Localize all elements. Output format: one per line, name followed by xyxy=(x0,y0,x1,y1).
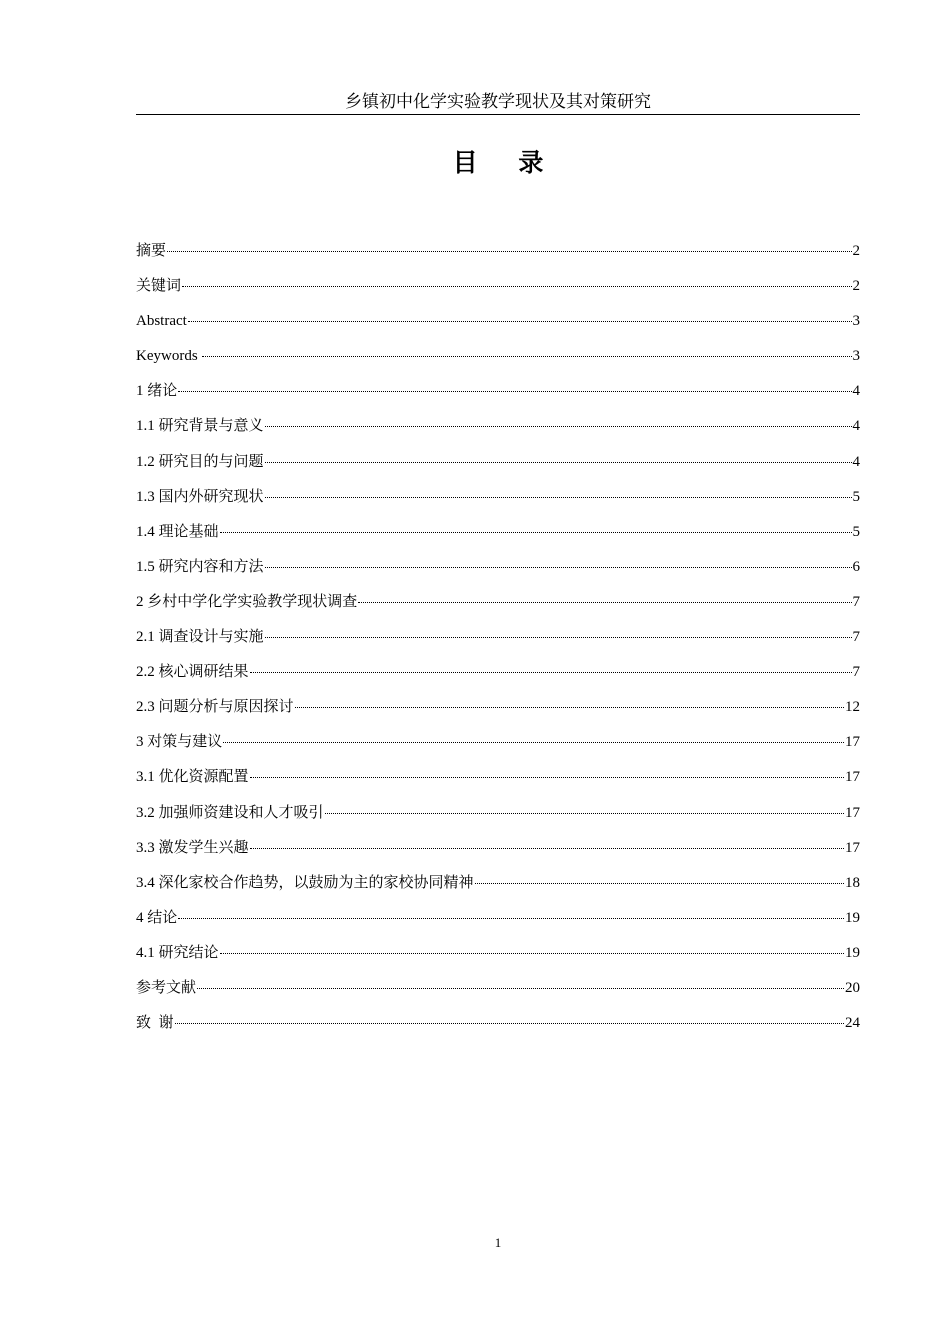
toc-entry[interactable] xyxy=(136,939,860,974)
toc-entry-label: 1.1 研究背景与意义 xyxy=(136,418,264,435)
toc-dot-leader xyxy=(220,518,852,536)
toc-entry-label: 4.1 研究结论 xyxy=(136,944,219,961)
toc-entry-page: 20 xyxy=(845,979,860,996)
toc-entry[interactable] xyxy=(136,483,860,518)
toc-dot-leader xyxy=(167,237,851,255)
toc-entry-page: 3 xyxy=(852,313,860,330)
toc-entry-label: Abstract xyxy=(136,313,187,330)
toc-dot-leader xyxy=(475,869,844,887)
toc-entry-page: 17 xyxy=(845,769,860,786)
toc-dot-leader xyxy=(250,658,852,676)
toc-entry-label: 摘要 xyxy=(136,243,167,259)
toc-dot-leader xyxy=(175,1009,844,1027)
toc-entry[interactable] xyxy=(136,237,860,272)
toc-entry[interactable] xyxy=(136,518,860,553)
toc-entry[interactable] xyxy=(136,728,860,763)
toc-dot-leader xyxy=(223,728,844,746)
toc-entry-label: 3 对策与建议 xyxy=(136,734,223,751)
toc-entry-label: 2.1 调查设计与实施 xyxy=(136,629,264,646)
toc-entry-page: 5 xyxy=(852,523,860,540)
header-divider xyxy=(136,114,860,115)
toc-entry-label: 1 绪论 xyxy=(136,383,178,400)
toc-dot-leader xyxy=(265,483,852,501)
toc-entry-label: 1.5 研究内容和方法 xyxy=(136,558,264,575)
toc-dot-leader xyxy=(295,693,844,711)
toc-dot-leader xyxy=(197,974,844,992)
toc-entry[interactable] xyxy=(136,763,860,798)
toc-entry-page: 2 xyxy=(852,278,860,295)
toc-entry-page: 12 xyxy=(845,699,860,716)
toc-entry[interactable] xyxy=(136,869,860,904)
toc-entry-page: 7 xyxy=(852,593,860,610)
toc-entry-label: 3.3 激发学生兴趣 xyxy=(136,839,249,856)
toc-entry[interactable] xyxy=(136,412,860,447)
toc-entry-page: 18 xyxy=(845,874,860,891)
toc-entry[interactable] xyxy=(136,553,860,588)
toc-entry-label: 4 结论 xyxy=(136,909,178,926)
toc-entry-page: 19 xyxy=(845,944,860,961)
toc-entry[interactable] xyxy=(136,658,860,693)
toc-entry-page: 24 xyxy=(845,1015,860,1032)
page-number: 1 xyxy=(494,1235,502,1250)
toc-dot-leader xyxy=(358,588,851,606)
toc-dot-leader xyxy=(265,623,852,641)
toc-entry-label: 2 乡村中学化学实验教学现状调查 xyxy=(136,593,358,610)
toc-entry-label: 2.3 问题分析与原因探讨 xyxy=(136,699,294,716)
toc-dot-leader xyxy=(265,448,852,466)
toc-entry-page: 7 xyxy=(852,664,860,681)
toc-entry-page: 6 xyxy=(852,558,860,575)
toc-entry-label: 1.4 理论基础 xyxy=(136,523,219,540)
toc-dot-leader xyxy=(265,553,852,571)
toc-entry-page: 17 xyxy=(845,804,860,821)
toc-entry[interactable] xyxy=(136,623,860,658)
toc-entry[interactable] xyxy=(136,588,860,623)
toc-entry[interactable] xyxy=(136,799,860,834)
toc-entry[interactable] xyxy=(136,272,860,307)
toc-entry[interactable] xyxy=(136,377,860,412)
toc-dot-leader xyxy=(202,342,851,360)
toc-entry[interactable] xyxy=(136,693,860,728)
toc-dot-leader xyxy=(182,272,851,290)
toc-title: 目 录 xyxy=(452,148,560,177)
toc-dot-leader xyxy=(265,412,852,430)
toc-entry-label: Keywords xyxy=(136,348,202,365)
toc-entry[interactable] xyxy=(136,1009,860,1044)
toc-dot-leader xyxy=(250,834,844,852)
toc-entry-label: 关键词 xyxy=(136,278,182,295)
toc-entry[interactable] xyxy=(136,904,860,939)
toc-entry[interactable] xyxy=(136,342,860,377)
toc-dot-leader xyxy=(220,939,844,957)
toc-entry-page: 3 xyxy=(852,348,860,365)
toc-entry[interactable] xyxy=(136,974,860,1009)
toc-list xyxy=(136,237,860,1044)
toc-entry-label: 致 谢 xyxy=(136,1015,174,1032)
running-header-title: 乡镇初中化学实验教学现状及其对策研究 xyxy=(345,92,651,111)
toc-entry-label: 1.3 国内外研究现状 xyxy=(136,488,264,505)
toc-entry-page: 4 xyxy=(852,453,860,470)
toc-entry-page: 5 xyxy=(852,488,860,505)
toc-entry-page: 7 xyxy=(852,629,860,646)
toc-entry[interactable] xyxy=(136,448,860,483)
toc-entry-label: 参考文献 xyxy=(136,979,197,996)
toc-entry-label: 3.1 优化资源配置 xyxy=(136,769,249,786)
toc-entry-page: 2 xyxy=(852,243,860,259)
toc-entry-page: 4 xyxy=(852,418,860,435)
toc-dot-leader xyxy=(188,307,852,325)
toc-dot-leader xyxy=(178,904,844,922)
toc-dot-leader xyxy=(250,763,844,781)
toc-entry-page: 4 xyxy=(852,383,860,400)
toc-entry-label: 1.2 研究目的与问题 xyxy=(136,453,264,470)
toc-entry[interactable] xyxy=(136,834,860,869)
toc-entry[interactable] xyxy=(136,307,860,342)
toc-entry-label: 2.2 核心调研结果 xyxy=(136,664,249,681)
toc-entry-label: 3.2 加强师资建设和人才吸引 xyxy=(136,804,324,821)
toc-entry-label: 3.4 深化家校合作趋势，以鼓励为主的家校协同精神 xyxy=(136,874,474,891)
toc-entry-page: 17 xyxy=(845,839,860,856)
toc-dot-leader xyxy=(178,377,851,395)
toc-entry-page: 17 xyxy=(845,734,860,751)
toc-dot-leader xyxy=(325,799,844,817)
toc-entry-page: 19 xyxy=(845,909,860,926)
